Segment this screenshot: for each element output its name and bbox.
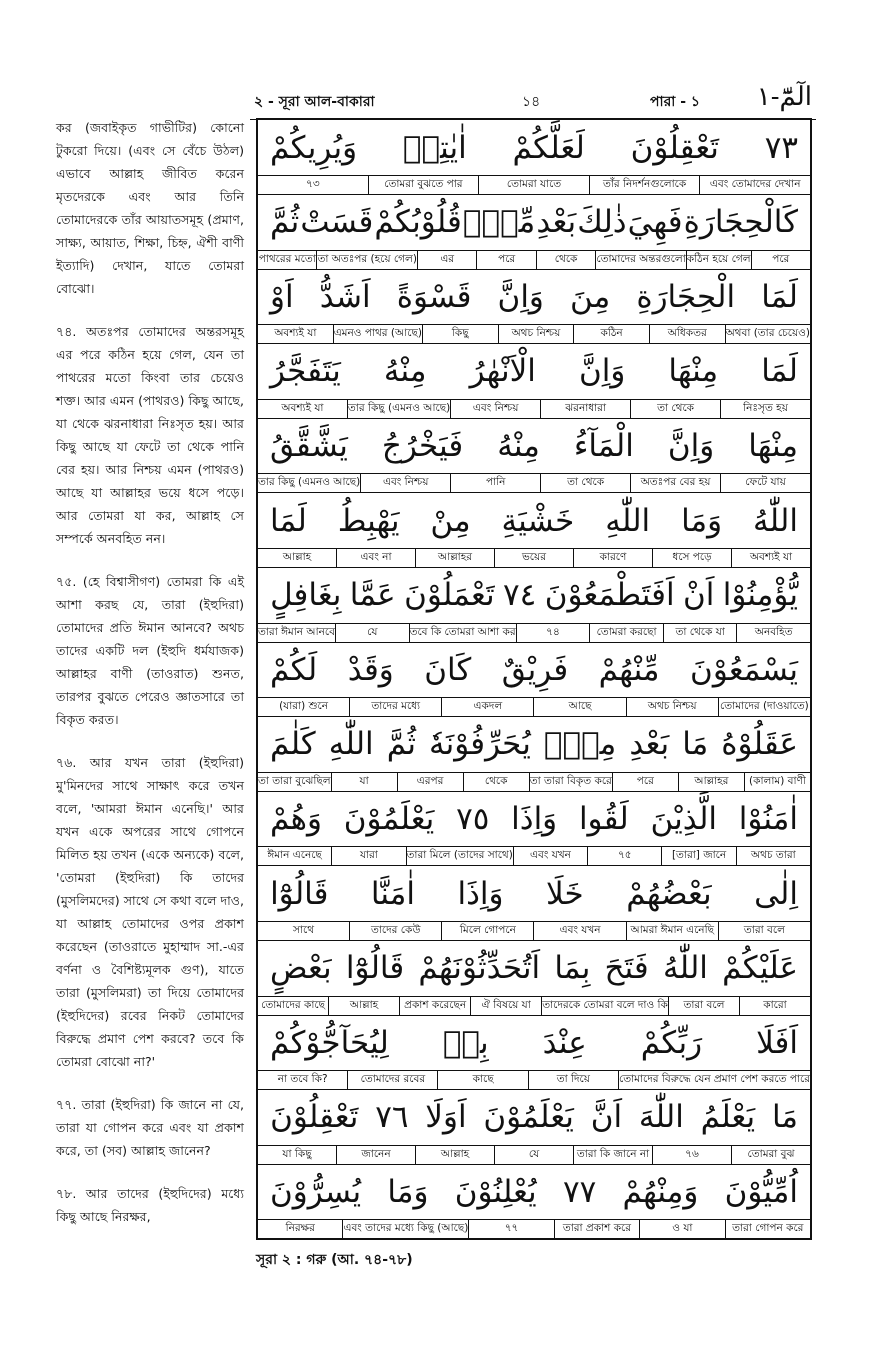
arabic-word: اَنَّ — [590, 1099, 623, 1136]
gloss-cell: তারা প্রকাশ করে — [554, 1220, 639, 1238]
arabic-word: وَاِذَا — [457, 875, 504, 912]
arabic-word: مِنْهَا — [668, 353, 719, 390]
arabic-line — [258, 941, 810, 996]
gloss-cell: অথবা (তার চেয়েও) — [725, 325, 810, 343]
gloss-cell: তা থেকে — [630, 400, 720, 418]
arabic-word: تَعْقِلُوْنَ — [630, 129, 719, 166]
arabic-word: فَرِيْقٌ — [501, 651, 569, 688]
arabic-word: وَاِنَّ — [497, 278, 544, 315]
arabic-word: ٧٣ — [764, 129, 798, 166]
arabic-word: وَمَا — [387, 1173, 429, 1210]
gloss-cell: তারা বলে — [718, 922, 810, 940]
gloss-cell: তা তারা বিকৃত করে — [529, 773, 612, 791]
gloss-cell: যে — [335, 624, 409, 642]
arabic-word: اللّٰهَ — [638, 1099, 684, 1136]
translation-column — [56, 116, 244, 1248]
gloss-cell: এবং নিশ্চয় — [360, 474, 450, 492]
arabic-word: مِّنْهُمْ — [598, 651, 660, 688]
arabic-word: وَاِنَّ — [578, 353, 626, 390]
arabic-word: قَسَتْ — [300, 204, 374, 241]
gloss-cell: তা তারা বুঝেছিল — [257, 774, 331, 787]
gloss-cell: না তবে কি? — [277, 1073, 328, 1086]
gloss-cell: তা দিয়ে — [528, 1071, 618, 1089]
arabic-word: وَهُمْ — [270, 800, 322, 837]
arabic-word: وَاِنَّ — [667, 427, 715, 464]
gloss-cell: যারা — [331, 847, 405, 865]
arabic-word: يَعْلَمُوْنَ — [343, 800, 435, 837]
gloss-cell: প্রকাশ করেছেন — [399, 997, 470, 1015]
juz-label: الٓمّٓ-١ — [756, 82, 812, 112]
gloss-line — [258, 175, 810, 195]
gloss-cell: ৭৫ — [587, 847, 661, 865]
gloss-cell: তার কিছু (এমনও আছে) — [347, 400, 450, 418]
verse-row — [258, 1164, 810, 1247]
gloss-cell: ধসে পড়ে — [652, 549, 731, 567]
verse-row — [258, 493, 810, 576]
arabic-word: لَمَا — [270, 502, 307, 539]
gloss-cell: (যারা) শুনে — [279, 700, 329, 713]
arabic-word: بِهٖ — [442, 1024, 489, 1061]
gloss-cell: ফেটে যায় — [720, 474, 810, 492]
translation-paragraph: ৭৭. তারা (ইহুদিরা) কি জানে না যে, তারা যা গোপন করে এবং যা প্রকাশ করে, তা (সব) আল্লাহ জানেন? — [56, 1097, 244, 1158]
translation-paragraph: ৭৬. আর যখন তারা (ইহুদিরা) মু'মিনদের সাথে সাক্ষাৎ করে তখন বলে, 'আমরা ঈমান এনেছি।' আর যখন একে অপরের সাথে গোপনে মিলিত হয় তখন (একে অন্যকে) বলে, 'তোমরা (ইহুদিরা) কি তাদের (মুসলিমদের) সাথে সে কথা বলে দাও, যা আল্লাহ তোমাদের ওপর প্রকাশ করেছেন (তাওরাতে মুহাম্মাদ সা.-এর বর্ণনা ও বৈশিষ্ট্যমূলক গুণ), যাতে তারা (মুসলিমরা) তা দিয়ে তোমাদের (ইহুদিদের) রবের নিকট তোমাদের বিরুদ্ধে প্রমাণ পেশ করবে? তবে কি তোমরা বোঝো না?' — [56, 755, 244, 1069]
gloss-cell: তা অতঃপর (হয়ে গেল) — [316, 251, 417, 269]
verse-row — [258, 1090, 810, 1173]
arabic-word: الْاَنْهٰرُ — [469, 353, 536, 390]
page-footer: সূরা ২ : গরু (আ. ৭৪-৭৮) — [256, 1252, 413, 1268]
arabic-word: كَلٰمَ — [270, 726, 316, 763]
gloss-cell: অথচ নিশ্চয় — [498, 325, 574, 343]
arabic-word: كَانَ — [424, 651, 472, 688]
translation-paragraph: কর (জবাইকৃত গাভীটির) কোনো টুকরো দিয়ে। (এবং সে বেঁচে উঠল) এভাবে আল্লাহ জীবিত করেন মৃতদেরকে এবং আর তিনি তোমাদেরকে তাঁর আয়াতসমূহ (প্রমাণ, সাক্ষ্য, আয়াত, শিক্ষা, চিহ্ন, ঐশী বাণী ইত্যাদি) দেখান, যাতে তোমরা বোঝো। — [56, 120, 244, 296]
gloss-line — [258, 250, 810, 270]
arabic-word: مِنْهُ — [383, 353, 427, 390]
gloss-cell: কঠিন হয়ে গেল — [686, 251, 751, 269]
arabic-word: اَشَدُّ — [319, 278, 371, 315]
arabic-word: فَتَحَ — [604, 950, 649, 987]
gloss-cell: কঠিন — [573, 325, 649, 343]
gloss-cell: [তারা] জানে — [661, 847, 735, 865]
arabic-word: الْحِجَارَةِ — [636, 278, 736, 315]
gloss-cell: তবে কি তোমরা আশা কর — [409, 624, 516, 642]
arabic-word: ٧٦ — [375, 1099, 409, 1136]
gloss-cell: তোমাদের অন্তরগুলো — [595, 251, 685, 269]
arabic-word: خَشْيَةِ — [501, 502, 575, 539]
gloss-cell: তারা মিলে (তাদের সাথে) — [406, 847, 513, 865]
arabic-line — [258, 717, 810, 772]
arabic-word: لَكُمْ — [270, 651, 318, 688]
verse-row — [258, 344, 810, 427]
arabic-line — [258, 1090, 810, 1145]
gloss-cell: আল্লাহ — [282, 551, 312, 563]
gloss-cell: কিছু — [422, 325, 498, 343]
gloss-cell: তোমরা করছো — [589, 624, 663, 642]
gloss-cell: ৭৪ — [516, 624, 590, 642]
arabic-word: قَالُوْٓا — [270, 875, 329, 912]
gloss-line — [258, 846, 810, 866]
gloss-cell: নিঃসৃত হয় — [720, 400, 810, 418]
arabic-word: بِغَافِلٍ — [270, 577, 342, 614]
gloss-cell: সাথে — [293, 924, 315, 936]
arabic-word: اَوَلَا — [425, 1099, 467, 1136]
gloss-cell: এবং না — [336, 549, 415, 567]
arabic-line — [258, 568, 810, 623]
gloss-cell: ঐ বিষয়ে যা — [470, 997, 541, 1015]
arabic-word: لَمَا — [761, 353, 798, 390]
gloss-cell: আল্লাহ — [415, 1146, 494, 1164]
gloss-cell: যা — [331, 773, 397, 791]
gloss-cell: থেকে — [536, 251, 595, 269]
gloss-cell: তোমাদের কাছে — [261, 998, 325, 1011]
arabic-word: مِنَ — [570, 278, 611, 315]
arabic-word: اللّٰهُ — [753, 502, 798, 539]
gloss-cell: অথচ তারা — [736, 847, 810, 865]
gloss-line — [258, 1219, 810, 1239]
arabic-word: اٰمَنَّا — [370, 875, 415, 912]
gloss-line — [258, 921, 810, 941]
arabic-word: بَعْضٍ — [270, 950, 332, 987]
verse-row — [258, 195, 810, 278]
gloss-cell: ঈমান এনেছে — [267, 849, 322, 862]
gloss-cell: পরে — [476, 251, 535, 269]
arabic-word: ثُمَّ — [270, 204, 300, 241]
arabic-word: لَمَا — [761, 278, 798, 315]
arabic-word: ذٰلِكَ — [577, 204, 627, 241]
arabic-word: الْمَآءُ — [573, 427, 634, 464]
arabic-word: ٧٧ — [562, 1173, 597, 1210]
arabic-line — [258, 269, 810, 324]
gloss-cell: তোমাদের রবের — [347, 1071, 437, 1089]
arabic-word: فَهِيَ — [627, 204, 683, 241]
gloss-cell: তারা বলে — [668, 997, 739, 1015]
arabic-line — [258, 195, 810, 250]
verse-row — [258, 269, 810, 352]
arabic-word: يُسِرُّوْنَ — [270, 1173, 362, 1210]
translation-paragraph: ৭৪. অতঃপর তোমাদের অন্তরসমূহ এর পরে কঠিন হয়ে গেল, যেন তা পাথরের মতো কিংবা তার চেয়েও শক্ত। আর এমন (পাথরও) কিছু আছে, যা থেকে ঝরনাধারা নিঃসৃত হয়। আর কিছু আছে যা ফেটে তা থেকে পানি বের হয়। আর নিশ্চয় এমন (পাথরও) আছে যা আল্লাহর ভয়ে ধসে পড়ে। আর তোমরা যা কর, আল্লাহ সে সম্পর্কে অনবহিত নন। — [56, 324, 244, 546]
verse-row — [258, 120, 810, 203]
arabic-word: يُعْلِنُوْنَ — [454, 1173, 537, 1210]
arabic-word: اَفَلَا — [756, 1024, 798, 1061]
arabic-word: بَعْضُهُمْ — [626, 875, 712, 912]
arabic-word: تَعْمَلُوْنَ — [404, 577, 495, 614]
gloss-cell: তোমরা বুঝ — [731, 1146, 810, 1164]
arabic-word: وَمَا — [681, 502, 723, 539]
arabic-word: عَلَيْكُمْ — [722, 950, 798, 987]
arabic-word: كَالْحِجَارَةِ — [683, 204, 798, 241]
verse-row — [258, 941, 810, 1024]
gloss-cell: মিলে গোপনে — [441, 922, 533, 940]
arabic-word: بَعْدِ — [536, 204, 577, 241]
gloss-cell: এবং যখন — [533, 922, 625, 940]
arabic-word: ثُمَّ — [386, 726, 416, 763]
arabic-word: مَا — [771, 1099, 798, 1136]
arabic-word: وَقَدْ — [347, 651, 394, 688]
arabic-word: يُّؤْمِنُوْا — [722, 577, 798, 614]
arabic-word: مِنْۢ — [543, 726, 617, 763]
arabic-word: مِنْ — [430, 502, 471, 539]
arabic-word: اُمِّيُّوْنَ — [724, 1173, 798, 1210]
gloss-cell: ৭৩ — [306, 178, 320, 190]
arabic-line — [258, 418, 810, 473]
gloss-cell: একদল — [441, 698, 533, 716]
arabic-word: يُحَرِّفُوْنَهٗ — [429, 726, 531, 763]
gloss-cell: তা থেকে — [540, 474, 630, 492]
gloss-cell: কারণে — [573, 549, 652, 567]
page-number: ১৪ — [522, 94, 541, 110]
arabic-word: ٧٥ — [456, 800, 490, 837]
gloss-line — [258, 697, 810, 717]
arabic-word: اٰيٰتِهٖ — [402, 129, 467, 166]
arabic-word: بِمَا — [554, 950, 591, 987]
gloss-cell: তোমাদের (দাওয়াতে) — [718, 698, 810, 716]
arabic-word: اَتُحَدِّثُوْنَهُمْ — [418, 950, 541, 987]
gloss-cell: ঝরনাধারা — [540, 400, 630, 418]
arabic-word: اللّٰهِ — [605, 502, 651, 539]
gloss-cell: তাদের কেউ — [349, 922, 441, 940]
arabic-word: اَفَتَطْمَعُوْنَ — [544, 577, 675, 614]
page-header — [250, 82, 816, 120]
gloss-cell: অবশ্যই যা — [274, 327, 317, 340]
arabic-line — [258, 344, 810, 399]
verse-row — [258, 1015, 810, 1098]
gloss-cell: তারা গোপন করে — [725, 1220, 810, 1238]
gloss-cell: এবং যখন — [513, 847, 587, 865]
gloss-cell: এবং নিশ্চয় — [450, 400, 540, 418]
word-by-word-grid — [256, 118, 812, 1240]
gloss-cell: এরপর — [397, 773, 463, 791]
gloss-line — [258, 1145, 810, 1165]
arabic-word: قُلُوْبُكُمْ — [374, 204, 462, 241]
gloss-cell: নিরক্ষর — [285, 1222, 315, 1235]
gloss-cell: অনবহিত — [736, 624, 810, 642]
gloss-cell: এমনও পাথর (আছে) — [333, 325, 422, 343]
arabic-line — [258, 866, 810, 921]
gloss-cell: তাদেরকে তোমরা বলে দাও কি — [541, 997, 668, 1015]
arabic-word: عَقَلُوْهُ — [721, 726, 798, 763]
gloss-cell: পানি — [450, 474, 540, 492]
gloss-cell: আল্লাহ — [328, 997, 399, 1015]
arabic-word: قَسْوَةً — [396, 278, 472, 315]
gloss-cell: আল্লাহর — [678, 773, 744, 791]
gloss-cell: পাথরের মতো — [258, 252, 316, 265]
arabic-word: يَسْمَعُوْنَ — [690, 651, 798, 688]
translation-paragraph: ৭৮. আর তাদের (ইহুদিদের) মধ্যে কিছু আছে নিরক্ষর, — [56, 1186, 244, 1224]
gloss-line — [258, 399, 810, 419]
arabic-word: عَمَّا — [349, 577, 396, 614]
arabic-word: رَبِّكُمْ — [640, 1024, 703, 1061]
arabic-word: قَالُوْٓا — [345, 950, 405, 987]
gloss-cell: তারা কি জানে না — [573, 1146, 652, 1164]
arabic-word: وَاِذَا — [511, 800, 558, 837]
gloss-cell: (কালাম) বাণী — [744, 773, 810, 791]
verse-row — [258, 568, 810, 651]
gloss-cell: যে — [494, 1146, 573, 1164]
gloss-cell: অধিকতর — [649, 325, 725, 343]
arabic-word: اللّٰهُ — [662, 950, 708, 987]
surah-title: ২ - সূরা আল-বাকারা — [254, 94, 375, 110]
gloss-cell: তারা ঈমান আনবে — [258, 625, 335, 638]
gloss-cell: অবশ্যই যা — [731, 549, 810, 567]
arabic-word: يَشَّقَّقُ — [270, 427, 348, 464]
gloss-line — [258, 1070, 810, 1090]
gloss-cell: ও যা — [639, 1220, 724, 1238]
verse-row — [258, 642, 810, 725]
gloss-cell: তোমাদের বিরুদ্ধে যেন প্রমাণ পেশ করতে পারে — [618, 1071, 810, 1089]
gloss-cell: তোমরা যাতে — [478, 176, 589, 194]
arabic-line — [258, 493, 810, 548]
gloss-cell: তাঁর নিদর্শনগুলোকে — [589, 176, 700, 194]
arabic-word: اَنْ — [682, 577, 715, 614]
gloss-cell: জানেন — [336, 1146, 415, 1164]
arabic-word: وَيُرِيكُمْ — [270, 129, 358, 166]
gloss-cell: ৭৭ — [468, 1220, 553, 1238]
gloss-cell: অবশ্যই যা — [281, 401, 324, 414]
arabic-word: مِنْهُ — [497, 427, 540, 464]
para-label: পারা - ১ — [650, 94, 700, 110]
arabic-word: لِيُحَآجُّوْكُمْ — [270, 1024, 389, 1061]
arabic-word: يَعْلَمُوْنَ — [483, 1099, 574, 1136]
arabic-word: ٧٤ — [503, 577, 537, 614]
arabic-word: لَقُوا — [578, 800, 629, 837]
gloss-line — [258, 772, 810, 792]
translation-paragraph: ৭৫. (হে বিশ্বাসীগণ) তোমরা কি এই আশা করছ যে, তারা (ইহুদিরা) তোমাদের প্রতি ঈমান আনবে? অথচ তাদের একটি দল (ইহুদি ধর্মযাজক) আল্লাহর বাণী (তাওরাত) শুনত, তারপর বুঝতে পেরেও জ্ঞাতসারে তা বিকৃত করত। — [56, 574, 244, 727]
arabic-word: خَلَا — [546, 875, 584, 912]
gloss-cell: এর — [417, 251, 476, 269]
gloss-cell: আমরা ঈমান এনেছি — [626, 922, 718, 940]
arabic-line — [258, 1015, 810, 1070]
verse-row — [258, 717, 810, 800]
gloss-cell: থেকে — [463, 773, 529, 791]
arabic-word: بَعْدِ — [629, 726, 670, 763]
gloss-cell: ভয়ের — [494, 549, 573, 567]
arabic-word: اٰمَنُوْا — [738, 800, 798, 837]
gloss-cell: আছে — [533, 698, 625, 716]
gloss-cell: আল্লাহর — [415, 549, 494, 567]
gloss-cell: কারো — [739, 997, 810, 1015]
gloss-line — [258, 473, 810, 493]
gloss-line — [258, 548, 810, 568]
arabic-word: وَمِنْهُمْ — [622, 1173, 699, 1210]
gloss-cell: অতঃপর বের হয় — [630, 474, 720, 492]
verse-row — [258, 418, 810, 501]
arabic-word: لَعَلَّكُمْ — [512, 129, 585, 166]
arabic-word: مِّنْۢ — [462, 204, 536, 241]
gloss-line — [258, 324, 810, 344]
gloss-cell: তা থেকে যা — [663, 624, 737, 642]
arabic-line — [258, 1164, 810, 1219]
gloss-cell: পরে — [612, 773, 678, 791]
gloss-cell: এবং তাদের মধ্যে কিছু (আছে) — [342, 1220, 468, 1238]
gloss-cell: ৭৬ — [652, 1146, 731, 1164]
arabic-word: يَعْلَمُ — [700, 1099, 756, 1136]
arabic-word: مِنْهَا — [748, 427, 798, 464]
gloss-cell: পরে — [751, 251, 810, 269]
gloss-cell: তার কিছু (এমনও আছে) — [257, 476, 361, 489]
arabic-word: تَعْقِلُوْنَ — [270, 1099, 359, 1136]
arabic-word: عِنْدَ — [542, 1024, 587, 1061]
gloss-cell: তাদের মধ্যে — [349, 698, 441, 716]
arabic-line — [258, 642, 810, 697]
arabic-word: مَا — [682, 726, 709, 763]
gloss-cell: কাছে — [437, 1071, 527, 1089]
arabic-word: فَيَخْرُجُ — [381, 427, 464, 464]
arabic-word: يَهْبِطُ — [337, 502, 400, 539]
arabic-line — [258, 120, 810, 175]
arabic-word: اَوْ — [270, 278, 294, 315]
arabic-line — [258, 791, 810, 846]
gloss-cell: এবং তোমাদের দেখান — [699, 176, 810, 194]
arabic-word: اللّٰهِ — [328, 726, 374, 763]
arabic-word: يَتَفَجَّرُ — [270, 353, 341, 390]
verse-row — [258, 791, 810, 874]
arabic-word: اِلٰى — [754, 875, 798, 912]
gloss-line — [258, 996, 810, 1016]
gloss-cell: তোমরা বুঝতে পার — [368, 176, 479, 194]
verse-row — [258, 866, 810, 949]
gloss-cell: যা কিছু — [282, 1147, 312, 1160]
arabic-word: الَّذِيْنَ — [650, 800, 718, 837]
gloss-cell: অথচ নিশ্চয় — [626, 698, 718, 716]
gloss-line — [258, 623, 810, 643]
